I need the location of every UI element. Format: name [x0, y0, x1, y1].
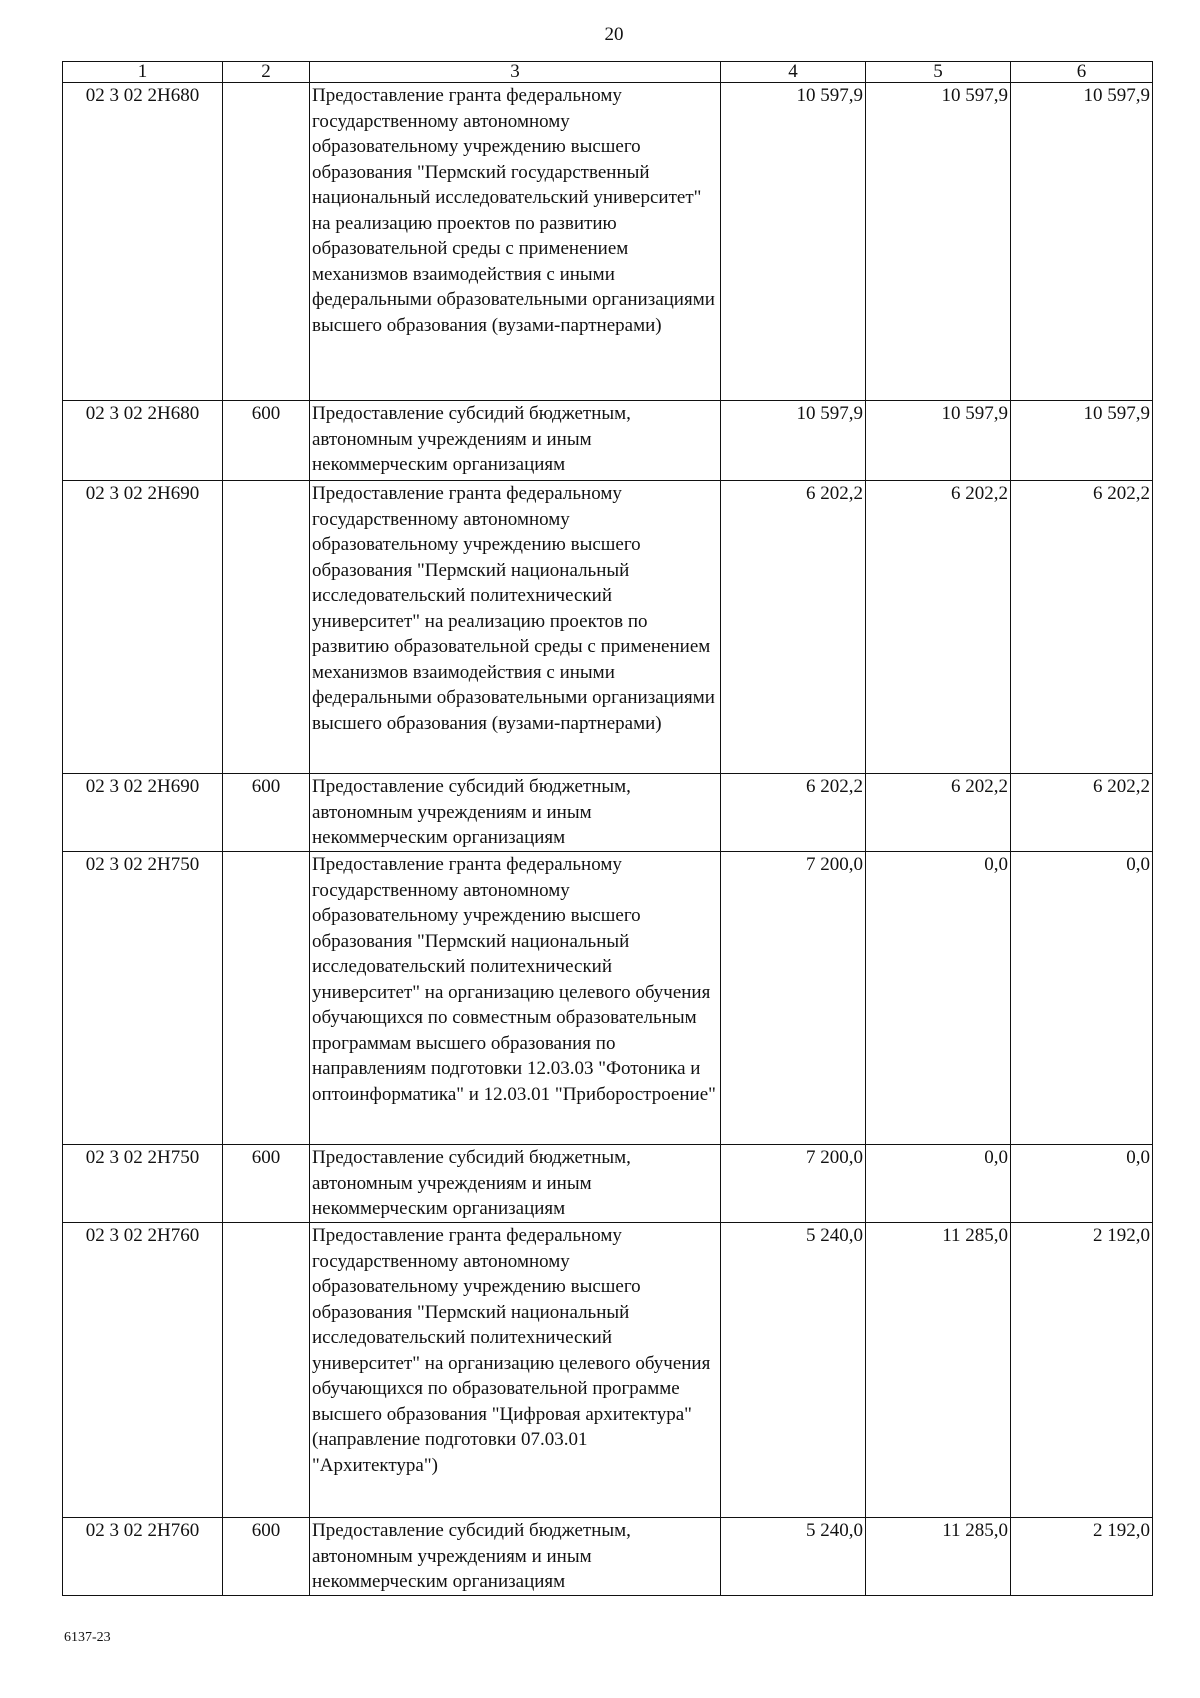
row-code: 02 3 02 2Н690: [63, 481, 223, 774]
row-value-5: 0,0: [866, 1145, 1011, 1223]
table-row: [63, 774, 1153, 852]
row-value-4: 7 200,0: [721, 1145, 866, 1223]
row-value-6: 2 192,0: [1011, 1518, 1153, 1596]
row-value-6: 6 202,2: [1011, 481, 1153, 774]
column-header-5: 5: [866, 62, 1011, 83]
row-value-4: 5 240,0: [721, 1223, 866, 1518]
row-value-6: 6 202,2: [1011, 774, 1153, 852]
table-row: [63, 852, 1153, 1145]
row-name: Предоставление гранта федеральному государственному автономному образовательному учреждению высшего образования "Пермский национальный исследовательский политехнический университет" на организацию целевого обучения обучающихся по образовательной программе высшего образования "Цифровая архитектура" (направление подготовки 07.03.01 "Архитектура"): [310, 1223, 721, 1518]
row-code: 02 3 02 2Н760: [63, 1518, 223, 1596]
row-value-4: 6 202,2: [721, 481, 866, 774]
row-value-5: 11 285,0: [866, 1518, 1011, 1596]
row-value-4: 6 202,2: [721, 774, 866, 852]
column-header-2: 2: [223, 62, 310, 83]
row-value-4: 5 240,0: [721, 1518, 866, 1596]
column-header-3: 3: [310, 62, 721, 83]
row-name: Предоставление субсидий бюджетным, автономным учреждениям и иным некоммерческим организациям: [310, 1145, 721, 1223]
row-kvr: 600: [223, 1145, 310, 1223]
row-value-4: 10 597,9: [721, 401, 866, 481]
row-kvr: 600: [223, 401, 310, 481]
row-name: Предоставление субсидий бюджетным, автономным учреждениям и иным некоммерческим организациям: [310, 774, 721, 852]
row-kvr: [223, 1223, 310, 1518]
row-code: 02 3 02 2Н750: [63, 1145, 223, 1223]
table-row: [63, 1223, 1153, 1518]
table-row: [63, 1518, 1153, 1596]
row-code: 02 3 02 2Н760: [63, 1223, 223, 1518]
row-kvr: 600: [223, 774, 310, 852]
row-code: 02 3 02 2Н680: [63, 401, 223, 481]
row-kvr: [223, 481, 310, 774]
page-number: 20: [604, 24, 624, 45]
row-code: 02 3 02 2Н680: [63, 83, 223, 401]
row-name: Предоставление субсидий бюджетным, автономным учреждениям и иным некоммерческим организациям: [310, 401, 721, 481]
budget-table: [62, 61, 1153, 1596]
row-value-6: 2 192,0: [1011, 1223, 1153, 1518]
row-code: 02 3 02 2Н750: [63, 852, 223, 1145]
row-value-6: 10 597,9: [1011, 83, 1153, 401]
row-value-5: 10 597,9: [866, 401, 1011, 481]
row-value-6: 0,0: [1011, 1145, 1153, 1223]
row-value-5: 6 202,2: [866, 774, 1011, 852]
table-row: [63, 83, 1153, 401]
row-value-4: 10 597,9: [721, 83, 866, 401]
document-code: 6137-23: [64, 1630, 111, 1645]
row-code: 02 3 02 2Н690: [63, 774, 223, 852]
row-name: Предоставление гранта федеральному государственному автономному образовательному учреждению высшего образования "Пермский государственный национальный исследовательский университет" на реализацию проектов по развитию образовательной среды с применением механизмов взаимодействия с иными федеральными образовательными организациями высшего образования (вузами-партнерами): [310, 83, 721, 401]
row-value-5: 10 597,9: [866, 83, 1011, 401]
row-name: Предоставление субсидий бюджетным, автономным учреждениям и иным некоммерческим организациям: [310, 1518, 721, 1596]
row-value-5: 0,0: [866, 852, 1011, 1145]
table-row: [63, 481, 1153, 774]
table-row: [63, 1145, 1153, 1223]
row-kvr: [223, 83, 310, 401]
row-kvr: [223, 852, 310, 1145]
row-value-4: 7 200,0: [721, 852, 866, 1145]
header-row: [63, 62, 1153, 83]
row-value-5: 11 285,0: [866, 1223, 1011, 1518]
column-header-1: 1: [63, 62, 223, 83]
row-kvr: 600: [223, 1518, 310, 1596]
table-row: [63, 401, 1153, 481]
row-value-6: 0,0: [1011, 852, 1153, 1145]
row-value-5: 6 202,2: [866, 481, 1011, 774]
row-name: Предоставление гранта федеральному государственному автономному образовательному учреждению высшего образования "Пермский национальный исследовательский политехнический университет" на реализацию проектов по развитию образовательной среды с применением механизмов взаимодействия с иными федеральными образовательными организациями высшего образования (вузами-партнерами): [310, 481, 721, 774]
row-value-6: 10 597,9: [1011, 401, 1153, 481]
column-header-6: 6: [1011, 62, 1153, 83]
row-name: Предоставление гранта федеральному государственному автономному образовательному учреждению высшего образования "Пермский национальный исследовательский политехнический университет" на организацию целевого обучения обучающихся по совместным образовательным программам высшего образования по направлениям подготовки 12.03.03 "Фотоника и оптоинформатика" и 12.03.01 "Приборостроение": [310, 852, 721, 1145]
column-header-4: 4: [721, 62, 866, 83]
